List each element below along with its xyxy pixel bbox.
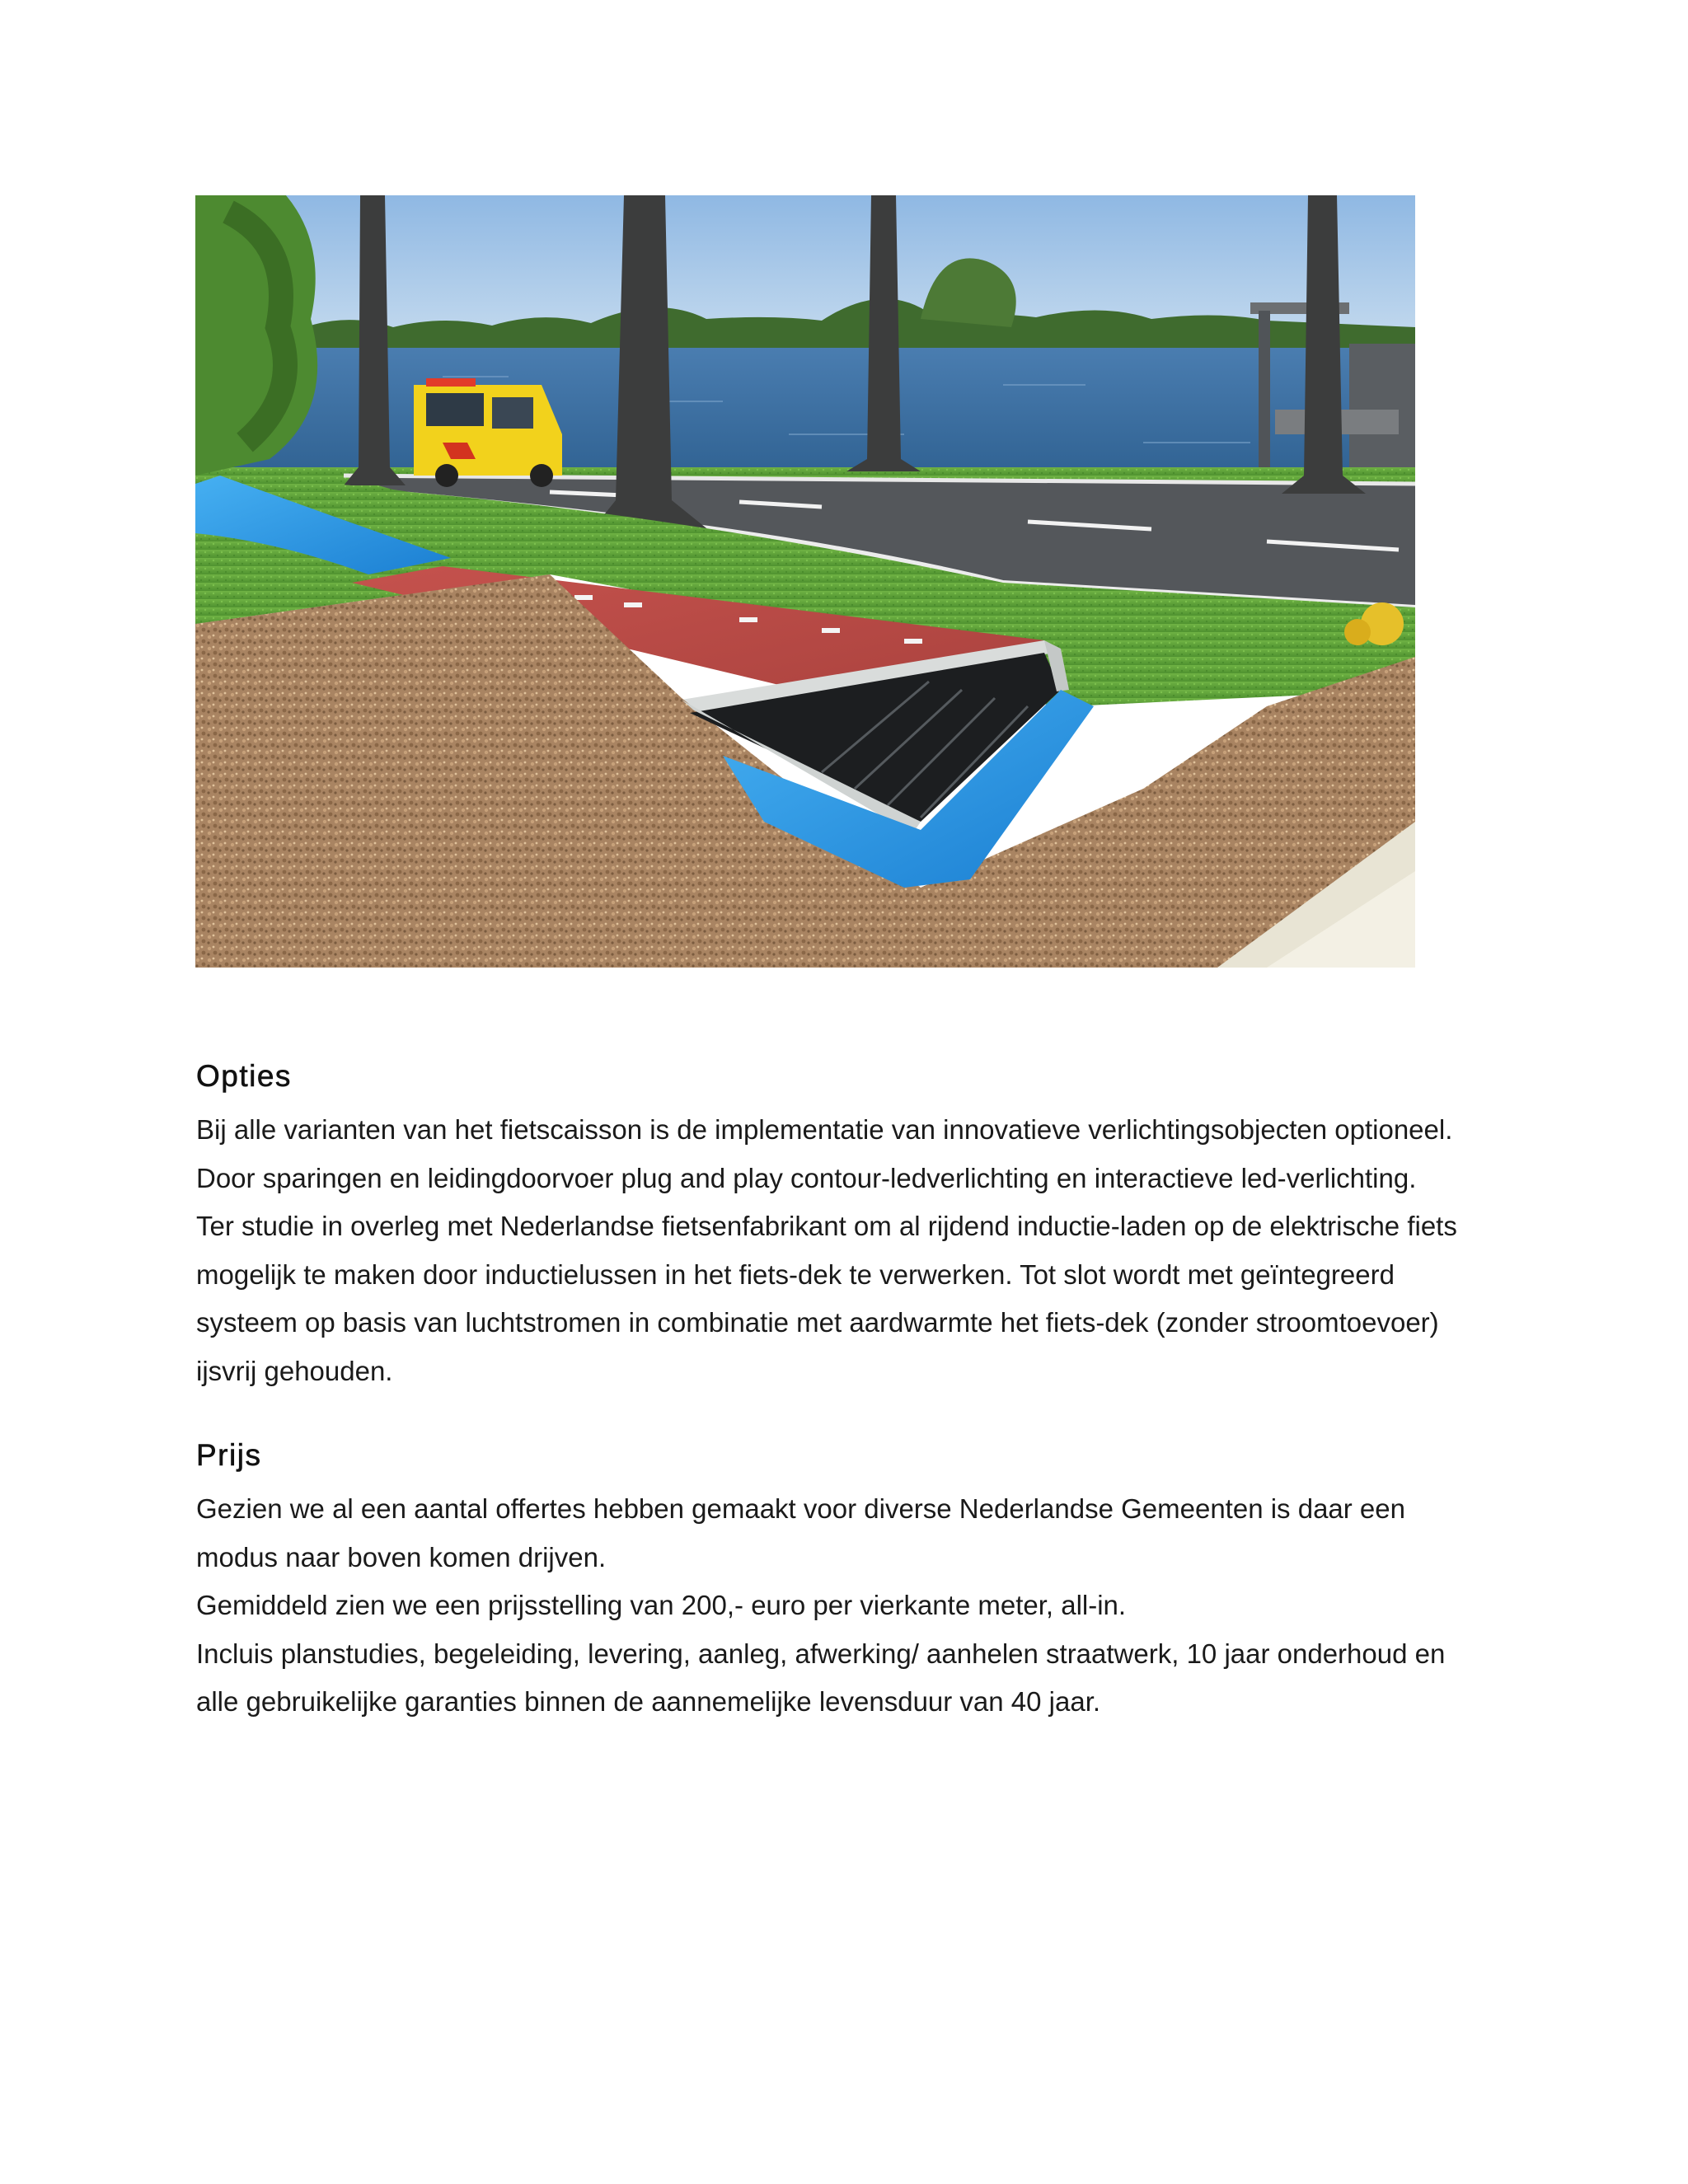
diorama-bicycle-caisson-photo-icon xyxy=(195,195,1415,968)
text-line: Gemiddeld zien we een prijsstelling van 200,- euro per vierkante meter, all-in. xyxy=(196,1590,1127,1620)
heading-opties: Opties xyxy=(196,1059,292,1093)
text-line: Ter studie in overleg met Nederlandse fietsenfabrikant om al rijdend inductie-laden op de elektrische fiets xyxy=(196,1211,1457,1241)
diorama-photo xyxy=(195,195,1415,968)
text-line: ijsvrij gehouden. xyxy=(196,1355,393,1386)
paragraph-opties xyxy=(196,1106,1515,1395)
text-line: modus naar boven komen drijven. xyxy=(196,1541,607,1572)
paragraph-prijs xyxy=(196,1485,1515,1727)
vehicle-icon xyxy=(414,378,562,487)
text-line: mogelijk te maken door inductielussen in het fiets-dek te verwerken. Tot slot wordt met geïntegreerd xyxy=(196,1258,1395,1290)
text-line: Incluis planstudies, begeleiding, levering, aanleg, afwerking/ aanhelen straatwerk, 10 jaar onderhoud en xyxy=(196,1638,1446,1669)
text-line: systeem op basis van luchtstromen in combinatie met aardwarmte het fiets-dek (zonder stroomtoevoer) xyxy=(196,1307,1439,1338)
text-line: alle gebruikelijke garanties binnen de aannemelijke levensduur van 40 jaar. xyxy=(196,1686,1101,1717)
section-prijs xyxy=(196,1437,1515,1727)
section-opties xyxy=(196,1058,1515,1395)
heading-prijs: Prijs xyxy=(196,1438,262,1472)
text-line: Door sparingen en leidingdoorvoer plug and play contour-ledverlichting en interactieve led-verlichting. xyxy=(196,1162,1417,1193)
text-line: Gezien we al een aantal offertes hebben gemaakt voor diverse Nederlandse Gemeenten is daar een xyxy=(196,1493,1405,1524)
text-line: Bij alle varianten van het fietscaisson is de implementatie van innovatieve verlichtingsobjecten optioneel. xyxy=(196,1114,1453,1145)
